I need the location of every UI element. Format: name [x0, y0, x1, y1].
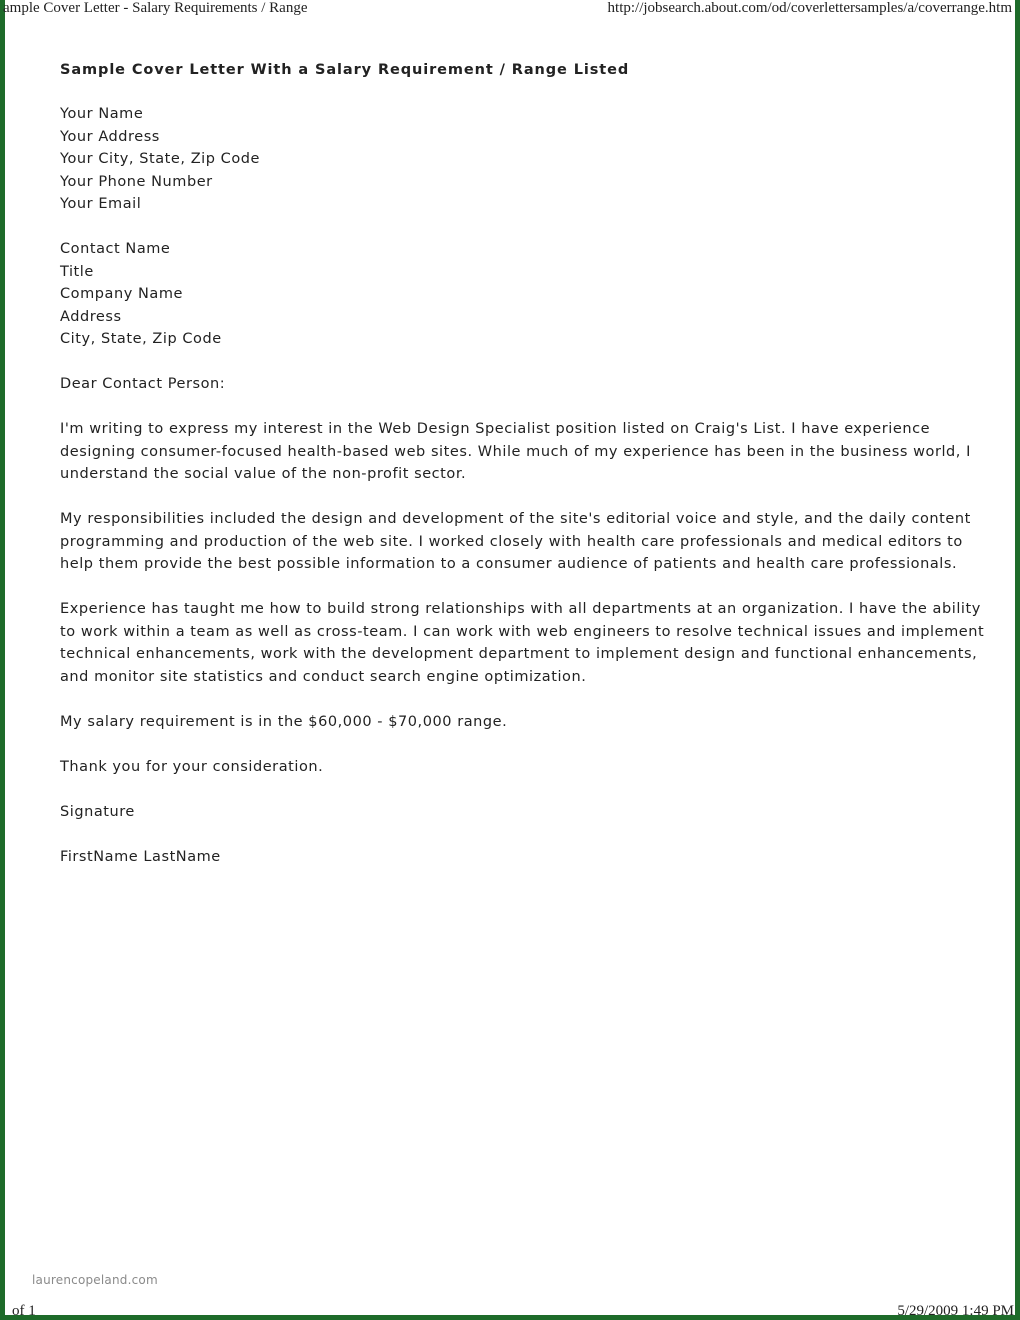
print-header	[0, 0, 1020, 20]
salary-requirement: My salary requirement is in the $60,000 - $70,000 range.	[60, 713, 508, 730]
sender-address: Your Address	[60, 128, 160, 145]
paragraph-line: and monitor site statistics and conduct search engine optimization.	[60, 668, 587, 685]
body-paragraph-responsibilities	[60, 508, 971, 576]
watermark: laurencopeland.com	[32, 1273, 158, 1287]
cover-letter	[60, 59, 985, 891]
paragraph-line: help them provide the best possible information to a consumer audience of patients and health care professionals.	[60, 556, 958, 572]
paragraph-line: technical enhancements, work with the development department to implement design and functional enhancements,	[60, 646, 978, 662]
sender-city: Your City, State, Zip Code	[60, 151, 260, 167]
sender-phone: Your Phone Number	[60, 173, 213, 190]
paragraph-line: designing consumer-focused health-based web sites. While much of my experience has been in the business world, I	[60, 443, 971, 460]
print-header-url[interactable]: http://jobsearch.about.com/od/coverlettersamples/a/coverrange.htm	[607, 0, 1012, 16]
signature-label: Signature	[60, 803, 135, 820]
sender-email: Your Email	[60, 196, 142, 212]
body-paragraph-interest	[60, 418, 971, 486]
paragraph-line: programming and production of the web site. I worked closely with health care professionals and medical editors to	[60, 533, 963, 550]
recipient-address-block	[60, 238, 960, 351]
page-count: of 1	[12, 1303, 36, 1319]
recipient-company: Company Name	[60, 286, 183, 302]
letter-title: Sample Cover Letter With a Salary Requirement / Range Listed	[60, 62, 630, 78]
paragraph-line: understand the social value of the non-profit sector.	[60, 466, 467, 482]
recipient-address: Address	[60, 308, 122, 325]
sender-address-block	[60, 103, 960, 216]
recipient-contact-name: Contact Name	[60, 241, 171, 257]
print-timestamp: 5/29/2009 1:49 PM	[897, 1303, 1014, 1319]
recipient-title: Title	[60, 263, 94, 280]
sender-name: Your Name	[60, 106, 144, 122]
thanks-line: Thank you for your consideration.	[60, 758, 324, 775]
salutation: Dear Contact Person:	[60, 376, 226, 392]
signer-name: FirstName LastName	[60, 848, 221, 865]
print-header-title: ample Cover Letter - Salary Requirements / Range	[3, 0, 308, 16]
paragraph-line: Experience has taught me how to build strong relationships with all departments at an organization. I have the ability	[60, 601, 981, 617]
recipient-city: City, State, Zip Code	[60, 331, 222, 347]
paragraph-line: I'm writing to express my interest in the Web Design Specialist position listed on Craig's List. I have experience	[60, 421, 931, 437]
body-paragraph-experience	[60, 598, 985, 688]
paragraph-line: My responsibilities included the design and development of the site's editorial voice and style, and the daily content	[60, 511, 971, 527]
print-footer	[0, 1302, 1020, 1320]
paragraph-line: to work within a team as well as cross-team. I can work with web engineers to resolve technical issues and implement	[60, 623, 985, 640]
